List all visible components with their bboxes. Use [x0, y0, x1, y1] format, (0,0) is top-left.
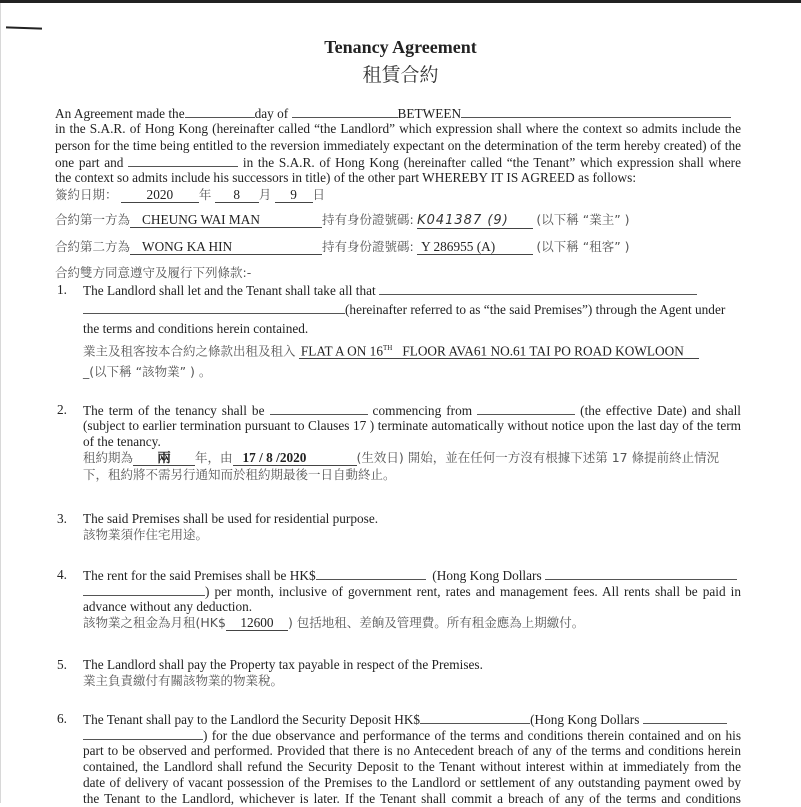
party1-suffix: (以下稱 “業主” ) — [536, 212, 630, 227]
tenant-id-field[interactable]: Y 286955 (A) — [417, 240, 533, 255]
rent-words-blank[interactable] — [545, 567, 737, 580]
window-top-border — [0, 0, 801, 3]
address-part: FLAT A ON 16 — [300, 343, 383, 359]
clause-6-line-6: the Tenant to the Landlord, whichever is later. If the Tenant shall commit a breach of any of the terms and conditions — [83, 791, 741, 806]
clause-6-line-4: contained, the Landlord shall refund the Security Deposit to the Tenant without interest within at immediately from the — [83, 759, 741, 774]
party1-line — [55, 212, 630, 229]
premises-address-field[interactable] — [299, 341, 699, 359]
term-years-field[interactable]: 兩 — [133, 451, 195, 466]
clause-zh-text: (生效日) 開始，並在任何一方沒有根據下述第 17 條提前終止情況 — [356, 450, 720, 465]
clause-5-zh-line-1: 業主負責繳付有關該物業的物業稅。 — [83, 673, 284, 688]
clause-2-line-3: of the tenancy. — [83, 434, 161, 449]
clause-text: commencing from — [372, 403, 473, 418]
sign-month-field[interactable]: 8 — [215, 188, 259, 203]
rent-words-blank-2[interactable] — [83, 583, 205, 596]
clause-4-line-3: advance without any deduction. — [83, 599, 253, 614]
clause-3-zh-line-1: 該物業須作住宅用途。 — [83, 527, 209, 542]
premises-blank-2[interactable] — [83, 301, 345, 314]
clause-3-line-1: The said Premises shall be used for residential purpose. — [83, 511, 379, 526]
party1-id-label: 持有身份證號碼: — [322, 212, 414, 227]
intro-text: day of — [254, 106, 289, 121]
intro-text: An Agreement made the — [55, 106, 185, 121]
clause-zh-text: 租約期為 — [83, 450, 134, 465]
between-label: BETWEEN — [397, 106, 462, 121]
term-blank[interactable] — [270, 402, 368, 415]
page-left-edge — [0, 3, 1, 803]
monthly-rent-field[interactable]: 12600 — [226, 616, 288, 631]
intro-text: one part and — [55, 155, 124, 170]
party2-label: 合約第二方為 — [55, 239, 131, 254]
clause-2-number: 2. — [57, 402, 67, 417]
landlord-name-field[interactable]: CHEUNG WAI MAN — [130, 213, 322, 228]
clause-1-line-2 — [83, 301, 725, 318]
address-superscript: TH — [382, 344, 393, 352]
clause-4-number: 4. — [57, 567, 67, 582]
commence-blank[interactable] — [477, 402, 575, 415]
pen-mark — [6, 26, 42, 29]
clause-3-number: 3. — [57, 511, 67, 526]
clause-4-line-1 — [83, 567, 737, 584]
clause-5-number: 5. — [57, 657, 67, 672]
address-part: FLOOR AVA61 NO.61 TAI PO ROAD KOWLOON — [402, 343, 684, 359]
tenant-name-field[interactable]: WONG KA HIN — [130, 240, 322, 255]
intro-line-3: person for the time being entitled to the reversion immediately expectant on the determination of the term hereby created) of the — [55, 138, 741, 153]
clause-text: (Hong Kong Dollars — [530, 712, 640, 727]
sign-day-field[interactable]: 9 — [275, 188, 313, 203]
intro-text: in the S.A.R. of Hong Kong (hereinafter called “the Tenant” which expression shall where — [242, 155, 742, 170]
clause-2-line-1 — [83, 402, 741, 419]
agree-line: 合約雙方同意遵守及履行下列條款:- — [55, 265, 252, 280]
day-blank[interactable] — [185, 105, 255, 118]
clause-1-zh-line-1 — [83, 341, 699, 359]
intro-line-5: the context so admits include his successors in title) of the other part WHEREBY IT IS AGREED as follows: — [55, 170, 637, 185]
sign-date-label: 簽約日期： — [55, 187, 118, 202]
tenant-blank[interactable] — [128, 154, 238, 167]
day-unit: 日 — [312, 187, 326, 202]
clause-text: (Hong Kong Dollars — [432, 568, 542, 583]
landlord-blank[interactable] — [461, 105, 731, 118]
clause-2-zh-line-1 — [83, 450, 719, 466]
deposit-words-blank[interactable] — [643, 711, 727, 724]
clause-1-zh-line-2: _(以下稱 “該物業” ) 。 — [83, 364, 212, 379]
clause-1-line-1 — [83, 282, 697, 299]
document-title: Tenancy Agreement — [324, 37, 477, 57]
clause-text: (hereinafter referred to as “the said Premises”) through the Agent under — [345, 302, 726, 317]
clause-zh-text: 業主及租客按本合約之條款出租及租入 — [83, 343, 296, 359]
clause-1-line-3: the terms and conditions herein contained. — [83, 321, 309, 336]
month-blank[interactable] — [292, 105, 398, 118]
month-unit: 月 — [258, 187, 272, 202]
intro-line-2: in the S.A.R. of Hong Kong (hereinafter called “the Landlord” which expression shall where the context so admits include the — [55, 121, 741, 136]
clause-2-zh-line-2: 下，租約將不需另行通知而於租約期最後一日自動終止。 — [83, 467, 396, 482]
clause-4-zh-line-1 — [83, 615, 584, 631]
clause-6-line-2 — [83, 727, 741, 744]
clause-text: ) per month, inclusive of government rent, rates and management fees. All rents shall be paid in — [205, 584, 741, 599]
clause-zh-text: 該物業之租金為月租(HK$ — [83, 615, 226, 630]
party2-id-label: 持有身份證號碼: — [322, 239, 414, 254]
clause-1-number: 1. — [57, 282, 67, 297]
deposit-words-blank-2[interactable] — [83, 727, 203, 740]
deposit-amount-blank[interactable] — [420, 711, 530, 724]
intro-line-4 — [55, 154, 741, 171]
sign-date-line — [55, 187, 325, 203]
start-date-field[interactable]: 17 / 8 /2020 — [233, 451, 357, 466]
rent-amount-blank[interactable] — [316, 567, 426, 580]
clause-text: The rent for the said Premises shall be HK$ — [83, 568, 316, 583]
intro-line-1 — [55, 105, 731, 122]
clause-5-line-1: The Landlord shall pay the Property tax payable in respect of the Premises. — [83, 657, 483, 672]
landlord-id-field[interactable]: K041387 (9) — [417, 214, 533, 229]
sign-year-field[interactable]: 2020 — [121, 188, 199, 203]
party2-line — [55, 239, 630, 255]
clause-6-number: 6. — [57, 711, 67, 726]
clause-6-line-5: date of delivery of vacant possession of the Premises to the Landlord or settlement of any outstanding payment owed by — [83, 775, 741, 790]
clause-text: The Landlord shall let and the Tenant shall take all that — [83, 283, 376, 298]
clause-4-line-2 — [83, 583, 741, 600]
clause-2-line-2: (subject to earlier termination pursuant to Clauses 17 ) terminate automatically without notice upon the last day of the term — [83, 418, 741, 433]
year-unit: 年 — [198, 187, 212, 202]
party2-suffix: (以下稱 “租客” ) — [536, 239, 630, 254]
clause-text: (the effective Date) and shall — [580, 403, 742, 418]
clause-text: The Tenant shall pay to the Landlord the Security Deposit HK$ — [83, 712, 421, 727]
party1-label: 合約第一方為 — [55, 212, 131, 227]
clause-text: ) for the due observance and performance of the terms and conditions therein contained and on his — [203, 728, 741, 743]
clause-zh-text: 年，由 — [195, 450, 233, 465]
clause-6-line-3: part to be observed and performed. Provided that there is no Antecedent breach of any of the terms and conditions herein — [83, 743, 741, 758]
document-title-zh: 租賃合約 — [362, 64, 439, 86]
clause-zh-text: ) 包括地租、差餉及管理費。所有租金應為上期繳付。 — [287, 615, 585, 630]
premises-blank-1[interactable] — [379, 282, 697, 295]
clause-6-line-1 — [83, 711, 727, 728]
clause-text: The term of the tenancy shall be — [83, 403, 265, 418]
